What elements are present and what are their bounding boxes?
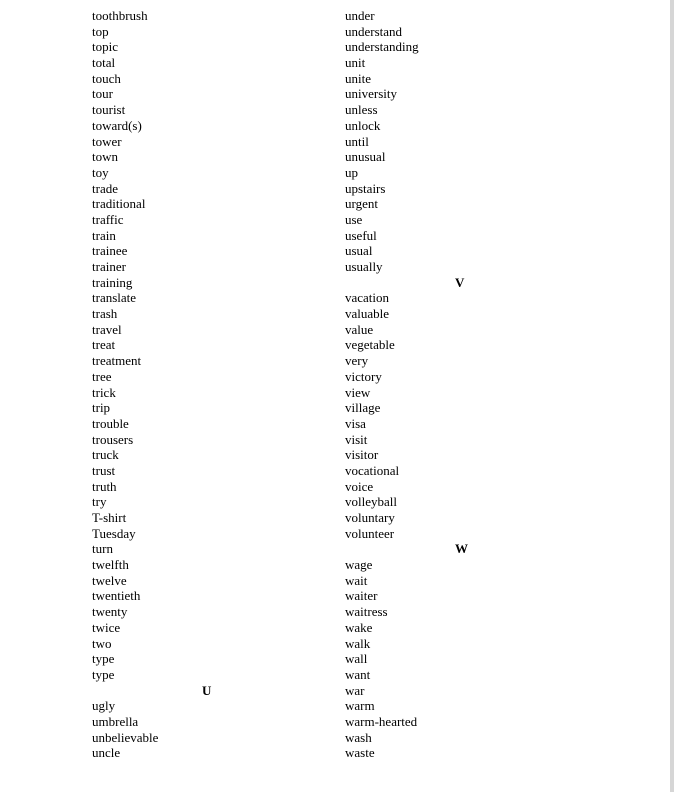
vocabulary-word: wait bbox=[345, 572, 368, 588]
vocabulary-word: umbrella bbox=[92, 713, 139, 729]
vocabulary-word: total bbox=[92, 55, 116, 71]
vocabulary-word: tourist bbox=[92, 102, 126, 118]
vocabulary-word: trust bbox=[92, 462, 116, 478]
section-heading-u: U bbox=[202, 682, 212, 698]
vocabulary-word: vocational bbox=[345, 462, 400, 478]
vocabulary-word: traditional bbox=[92, 196, 146, 212]
vocabulary-word: wash bbox=[345, 729, 372, 745]
vocabulary-word: trainer bbox=[92, 259, 126, 274]
vocabulary-word: unbelievable bbox=[92, 729, 159, 745]
vocabulary-word: until bbox=[345, 133, 369, 149]
vocabulary-word: warm-hearted bbox=[345, 713, 418, 729]
left-word-column bbox=[92, 8, 322, 761]
vocabulary-word: wake bbox=[345, 619, 373, 635]
vocabulary-word: ugly bbox=[92, 698, 116, 714]
vocabulary-word: type bbox=[92, 666, 115, 682]
vocabulary-word: Tuesday bbox=[92, 525, 136, 541]
vocabulary-word: understanding bbox=[345, 39, 419, 55]
vocabulary-word: type bbox=[92, 651, 115, 667]
vocabulary-word: unless bbox=[345, 102, 378, 118]
vocabulary-word: understand bbox=[345, 23, 403, 39]
vocabulary-word: toy bbox=[92, 164, 109, 180]
vocabulary-word: toward(s) bbox=[92, 117, 142, 133]
vocabulary-word: unite bbox=[345, 70, 371, 86]
vocabulary-word: T-shirt bbox=[92, 510, 127, 525]
vocabulary-word: treat bbox=[92, 337, 116, 353]
vocabulary-word: waiter bbox=[345, 588, 378, 604]
vocabulary-word: wage bbox=[345, 557, 373, 573]
vocabulary-word: view bbox=[345, 384, 371, 400]
vocabulary-word: usual bbox=[345, 243, 373, 259]
vocabulary-word: traffic bbox=[92, 211, 124, 227]
vocabulary-word: uncle bbox=[92, 745, 121, 761]
vocabulary-word: tour bbox=[92, 86, 113, 102]
vocabulary-word: train bbox=[92, 227, 116, 243]
u-word-list-left bbox=[92, 698, 322, 761]
vocabulary-word: travel bbox=[92, 321, 122, 337]
vocabulary-word: visit bbox=[345, 431, 368, 447]
t-word-list bbox=[92, 8, 322, 683]
vocabulary-word: translate bbox=[92, 290, 137, 306]
section-heading-w: W bbox=[455, 541, 468, 557]
vocabulary-word: very bbox=[345, 353, 369, 369]
vocabulary-word: visa bbox=[345, 415, 366, 431]
vocabulary-word: victory bbox=[345, 368, 382, 384]
vocabulary-word: use bbox=[345, 211, 363, 227]
vocabulary-word: waste bbox=[345, 745, 375, 761]
vocabulary-word: voluntary bbox=[345, 510, 395, 525]
vocabulary-word: top bbox=[92, 23, 109, 39]
vocabulary-word: truck bbox=[92, 447, 119, 463]
vocabulary-word: vegetable bbox=[345, 337, 395, 353]
v-word-list bbox=[345, 290, 575, 541]
vocabulary-word: town bbox=[92, 149, 118, 165]
vocabulary-word: walk bbox=[345, 635, 371, 651]
section-heading-v: V bbox=[455, 274, 465, 290]
vocabulary-word: trip bbox=[92, 400, 111, 416]
vocabulary-word: visitor bbox=[345, 447, 379, 463]
vocabulary-word: toothbrush bbox=[92, 8, 148, 23]
vocabulary-word: under bbox=[345, 8, 375, 23]
vocabulary-word: up bbox=[345, 164, 358, 180]
vocabulary-word: vacation bbox=[345, 290, 390, 306]
vocabulary-word: tree bbox=[92, 368, 112, 384]
vocabulary-word: voice bbox=[345, 478, 374, 494]
vocabulary-word: waitress bbox=[345, 604, 388, 620]
vocabulary-word: training bbox=[92, 274, 133, 290]
vocabulary-word: valuable bbox=[345, 306, 390, 322]
vocabulary-word: touch bbox=[92, 70, 121, 86]
vocabulary-word: twenty bbox=[92, 604, 128, 620]
vocabulary-word: upstairs bbox=[345, 180, 386, 196]
vocabulary-word: unit bbox=[345, 55, 366, 71]
vocabulary-word: useful bbox=[345, 227, 377, 243]
vocabulary-word: urgent bbox=[345, 196, 378, 212]
vocabulary-word: turn bbox=[92, 541, 113, 557]
vocabulary-word: unusual bbox=[345, 149, 386, 165]
vocabulary-word: wall bbox=[345, 651, 368, 667]
u-word-list-right bbox=[345, 8, 575, 275]
vocabulary-word: village bbox=[345, 400, 381, 416]
vocabulary-word: trainee bbox=[92, 243, 128, 259]
vocabulary-word: twentieth bbox=[92, 588, 141, 604]
vocabulary-word: unlock bbox=[345, 117, 381, 133]
vocabulary-word: topic bbox=[92, 39, 118, 55]
vocabulary-word: value bbox=[345, 321, 374, 337]
vocabulary-word: volunteer bbox=[345, 525, 395, 541]
vocabulary-word: tower bbox=[92, 133, 122, 149]
page-edge bbox=[670, 0, 674, 792]
vocabulary-word: trousers bbox=[92, 431, 134, 447]
vocabulary-word: warm bbox=[345, 698, 375, 714]
vocabulary-word: war bbox=[345, 682, 365, 698]
vocabulary-word: try bbox=[92, 494, 107, 510]
vocabulary-word: truth bbox=[92, 478, 117, 494]
vocabulary-word: twelfth bbox=[92, 557, 129, 573]
vocabulary-word: twelve bbox=[92, 572, 127, 588]
vocabulary-word: trick bbox=[92, 384, 116, 400]
vocabulary-word: twice bbox=[92, 619, 121, 635]
vocabulary-word: treatment bbox=[92, 353, 142, 369]
w-word-list bbox=[345, 557, 575, 761]
vocabulary-word: university bbox=[345, 86, 397, 102]
vocabulary-word: trade bbox=[92, 180, 118, 196]
right-word-column bbox=[345, 8, 575, 761]
vocabulary-word: want bbox=[345, 666, 371, 682]
vocabulary-word: trash bbox=[92, 306, 118, 322]
vocabulary-word: two bbox=[92, 635, 112, 651]
vocabulary-word: usually bbox=[345, 259, 383, 274]
vocabulary-word: trouble bbox=[92, 415, 129, 431]
vocabulary-word: volleyball bbox=[345, 494, 397, 510]
